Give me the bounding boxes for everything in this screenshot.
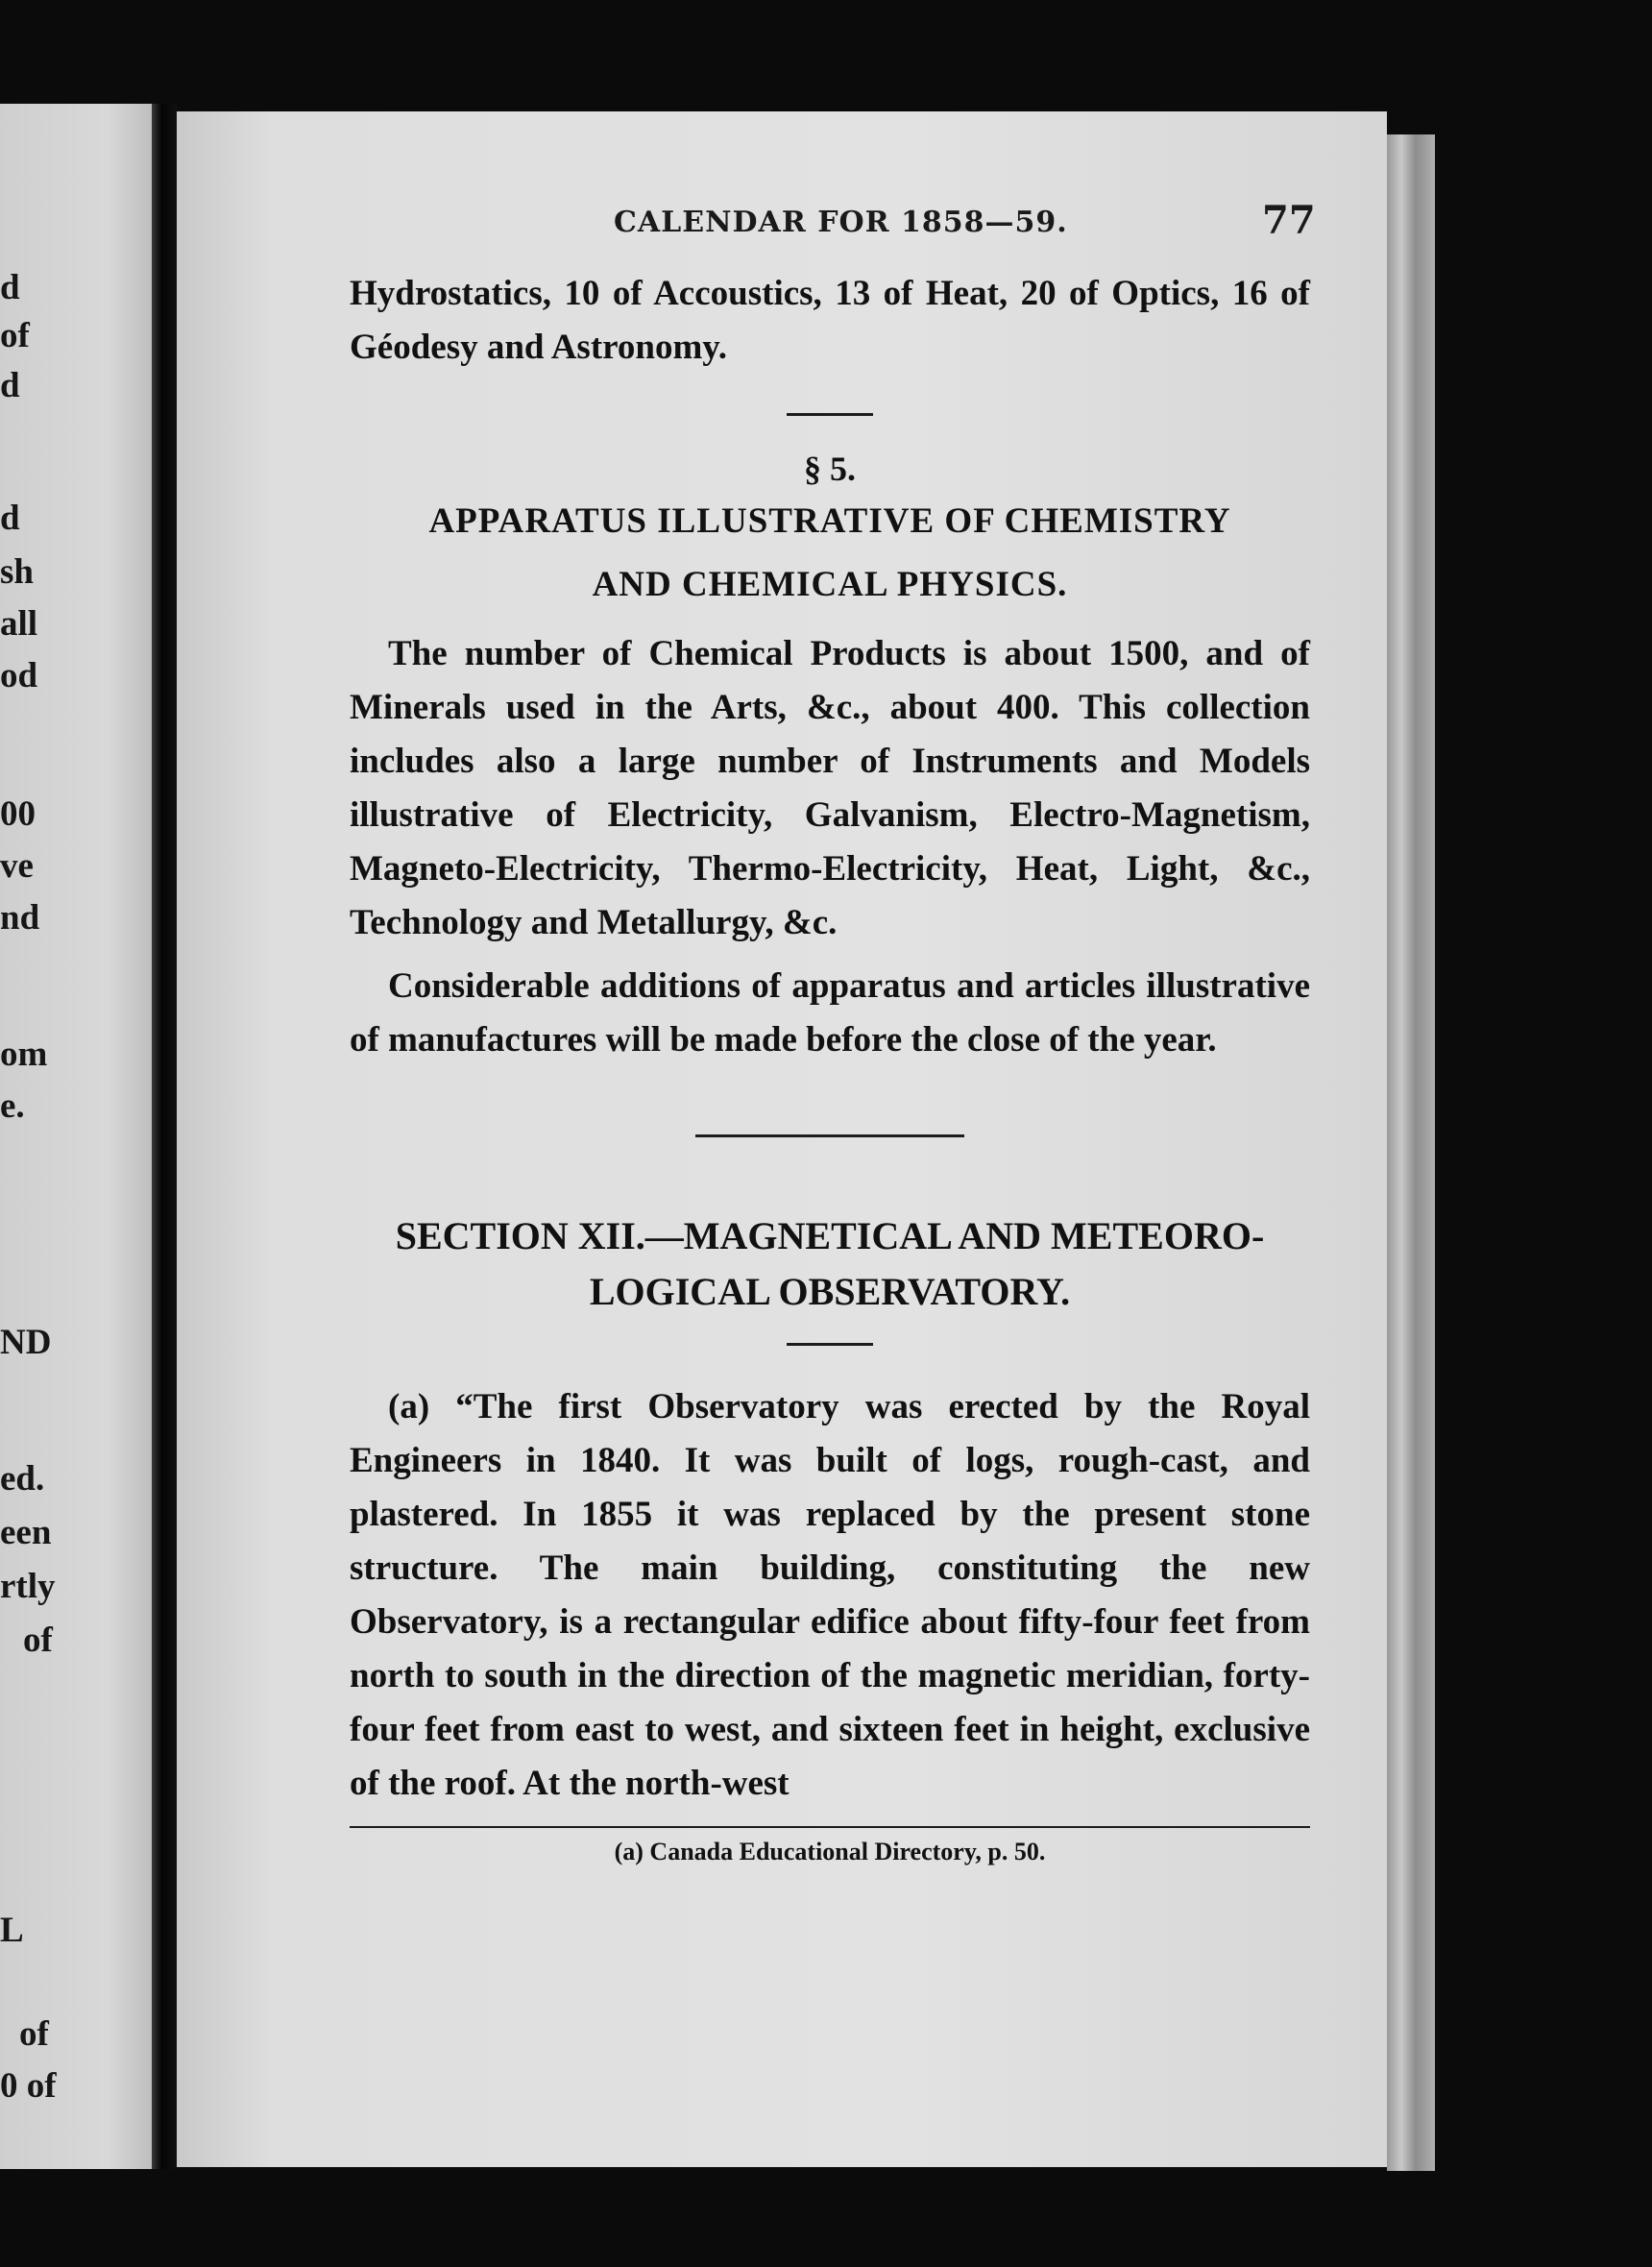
divider-rule [787, 1343, 873, 1346]
left-fragment: ve [0, 846, 34, 886]
body-paragraph: (a) “The first Observatory was erected by the Royal Engineers in 1840. It was built of logs, rough-cast, and plastered. In 1855 it was replaced by the present stone structure. The main building, constituting the new Observatory, is a rectangular edifice about fifty-four feet from north to south in the direction of the magnetic meridian, forty-four feet from east to west, and sixteen feet in height, exclusive of the roof. At the north-west [350, 1387, 1310, 1803]
body-paragraph: The number of Chemical Products is about 1500, and of Minerals used in the Arts, &c., about 400. This collection includes also a large number of Instruments and Models illustrative of Electricity, Galvanism, Electro-Magnetism, Magneto-Electricity, Thermo-Electricity, Heat, Light, &c., Technology and Metallurgy, &c. [350, 634, 1310, 942]
page-edge [1387, 134, 1435, 2171]
book-gutter [152, 104, 177, 2169]
section-heading-line: SECTION XII.—MAGNETICAL AND METEORO- [395, 1214, 1265, 1257]
footnote-rule [350, 1826, 1310, 1828]
left-fragment: L [0, 1911, 24, 1950]
left-fragment: d [0, 268, 20, 307]
left-facing-page [0, 104, 154, 2169]
left-fragment: een [0, 1513, 52, 1552]
footnote: (a) Canada Educational Directory, p. 50. [614, 1838, 1046, 1865]
left-fragment: 0 of [0, 2066, 57, 2106]
body-paragraph: Considerable additions of apparatus and articles illustrative of manufactures will be made before the close of the year. [350, 966, 1310, 1060]
section-heading-line: AND CHEMICAL PHYSICS. [592, 565, 1068, 604]
left-fragment: od [0, 656, 38, 695]
left-fragment: all [0, 604, 38, 644]
left-fragment: rtly [0, 1567, 56, 1606]
left-fragment: ed. [0, 1459, 45, 1499]
section-heading-line: LOGICAL OBSERVATORY. [589, 1270, 1071, 1313]
left-fragment: om [0, 1035, 48, 1074]
divider-rule [787, 413, 873, 416]
section-mark: § 5. [804, 450, 856, 488]
page-number: 77 [1262, 198, 1316, 243]
page-body [350, 267, 1310, 1866]
left-fragment: of [0, 316, 30, 355]
page-header [177, 198, 1387, 246]
left-fragment: d [0, 499, 20, 538]
intro-paragraph: Hydrostatics, 10 of Accoustics, 13 of Heat, 20 of Optics, 16 of Géodesy and Astronomy. [350, 274, 1310, 367]
page [177, 111, 1387, 2167]
left-fragment: ND [0, 1323, 52, 1362]
left-fragment: sh [0, 552, 34, 592]
left-fragment: 00 [0, 794, 36, 834]
section-divider-rule [695, 1134, 964, 1137]
left-fragment: e. [0, 1086, 25, 1126]
left-fragment: of [23, 1621, 53, 1660]
running-title: CALENDAR FOR 1858—59. [614, 206, 1068, 239]
left-fragment: nd [0, 898, 40, 938]
left-fragment: of [19, 2014, 49, 2054]
left-fragment: d [0, 366, 20, 405]
section-heading-line: APPARATUS ILLUSTRATIVE OF CHEMISTRY [428, 501, 1231, 541]
